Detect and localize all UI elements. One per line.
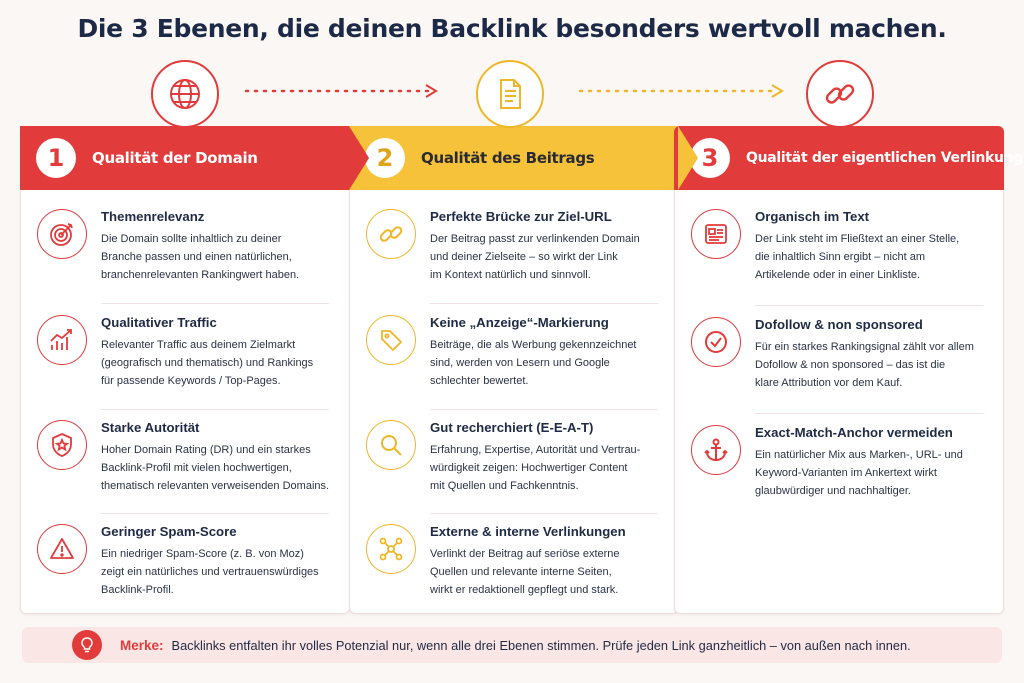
item-title: Geringer Spam-Score [101, 524, 237, 539]
item-title: Exact-Match-Anchor vermeiden [755, 425, 953, 440]
header-arrow-tip [678, 126, 698, 190]
tag-icon [366, 315, 416, 365]
divider [430, 409, 658, 410]
note-text: Backlinks entfalten ihr volles Potenzial nur, wenn alle drei Ebenen stimmen. Prüfe jeden Link ganzheitlich – von außen nach innen. [171, 637, 911, 653]
column-2-header [349, 126, 679, 190]
item-title: Starke Autorität [101, 420, 200, 435]
divider [101, 409, 329, 410]
item-title: Qualitativer Traffic [101, 315, 217, 330]
divider [755, 305, 983, 306]
lightbulb-icon [72, 630, 102, 660]
list-item [37, 209, 337, 284]
item-title: Gut recherchiert (E-E-A-T) [430, 420, 594, 435]
item-description: Erfahrung, Expertise, Autorität und Vertrau- würdigkeit zeigen: Hochwertiger Content mit Quellen und Fachkenntnis. [430, 444, 641, 492]
warning-triangle-icon [37, 524, 87, 574]
item-description: Die Domain sollte inhaltlich zu deiner Branche passen und einen natürlichen, branchenrelevanten Rankingwert haben. [101, 233, 300, 281]
list-item [37, 524, 337, 599]
item-description: Für ein starkes Rankingsignal zählt vor allem Dofollow & non sponsored – das ist die klare Attribution vor dem Kauf. [755, 341, 974, 389]
list-item [37, 420, 337, 495]
list-item [691, 425, 991, 500]
list-item [366, 524, 666, 599]
step-number: 2 [365, 138, 405, 178]
item-title: Dofollow & non sponsored [755, 317, 923, 332]
item-description: Hoher Domain Rating (DR) und ein starkes Backlink-Profil mit vielen hochwertigen, thematisch relevanten verweisenden Domains. [101, 444, 330, 492]
item-description: Verlinkt der Beitrag auf seriöse externe Quellen und relevante interne Seiten, wirkt er redaktionell gepflegt und stark. [430, 548, 620, 596]
list-item [691, 317, 991, 392]
column-post-quality [349, 126, 679, 614]
step-number: 1 [36, 138, 76, 178]
page-title: Die 3 Ebenen, die deinen Backlink besonders wertvoll machen. [77, 14, 947, 43]
divider [101, 303, 329, 304]
dotted-arrow-1-icon [244, 83, 440, 99]
column-3-header [674, 126, 1024, 190]
divider [755, 413, 983, 414]
item-title: Themenrelevanz [101, 209, 205, 224]
list-item [366, 315, 666, 390]
item-description: Der Link steht im Fließtext an einer Stelle, die inhaltlich Sinn ergibt – nicht am Artikelende oder in einer Linkliste. [755, 233, 960, 281]
item-description: Ein natürlicher Mix aus Marken-, URL- und Keyword-Varianten im Ankertext wirkt glaubwürdiger und nachhaltiger. [755, 449, 963, 497]
item-description: Der Beitrag passt zur verlinkenden Domain und deiner Zielseite – so wirkt der Link im Kontext natürlich und sinnvoll. [430, 233, 640, 281]
step-number: 3 [690, 138, 730, 178]
column-title: Qualität der eigentlichen Verlinkung [746, 150, 1024, 166]
bar-chart-trend-icon [37, 315, 87, 365]
list-item [366, 209, 666, 284]
chain-link-icon [806, 60, 874, 128]
item-title: Perfekte Brücke zur Ziel-URL [430, 209, 612, 224]
globe-icon [151, 60, 219, 128]
item-title: Keine „Anzeige“-Markierung [430, 315, 609, 330]
remember-note [22, 627, 1002, 663]
column-1-header [20, 126, 350, 190]
header-arrow-tip [349, 126, 369, 190]
list-item [691, 209, 991, 284]
note-label: Merke: [120, 637, 164, 653]
item-title: Externe & interne Verlinkungen [430, 524, 626, 539]
divider [430, 513, 658, 514]
column-title: Qualität des Beitrags [421, 149, 595, 167]
shield-star-icon [37, 420, 87, 470]
divider [430, 303, 658, 304]
column-title: Qualität der Domain [92, 149, 258, 167]
link-icon [366, 209, 416, 259]
document-icon [476, 60, 544, 128]
dotted-arrow-2-icon [578, 83, 786, 99]
divider [101, 513, 329, 514]
anchor-icon [691, 425, 741, 475]
magnifier-icon [366, 420, 416, 470]
network-nodes-icon [366, 524, 416, 574]
column-link-quality [674, 126, 1024, 614]
item-description: Relevanter Traffic aus deinem Zielmarkt (geografisch und thematisch) und Rankings für passende Keywords / Top-Pages. [101, 339, 314, 387]
target-icon [37, 209, 87, 259]
check-circle-icon [691, 317, 741, 367]
list-item [366, 420, 666, 495]
item-description: Ein niedriger Spam-Score (z. B. von Moz) zeigt ein natürliches und vertrauenswürdiges Backlink-Profil. [101, 548, 319, 596]
item-title: Organisch im Text [755, 209, 870, 224]
list-item [37, 315, 337, 390]
text-document-icon [691, 209, 741, 259]
item-description: Beiträge, die als Werbung gekennzeichnet sind, werden von Lesern und Google schlechter bewertet. [430, 339, 637, 387]
column-domain-quality [20, 126, 350, 614]
